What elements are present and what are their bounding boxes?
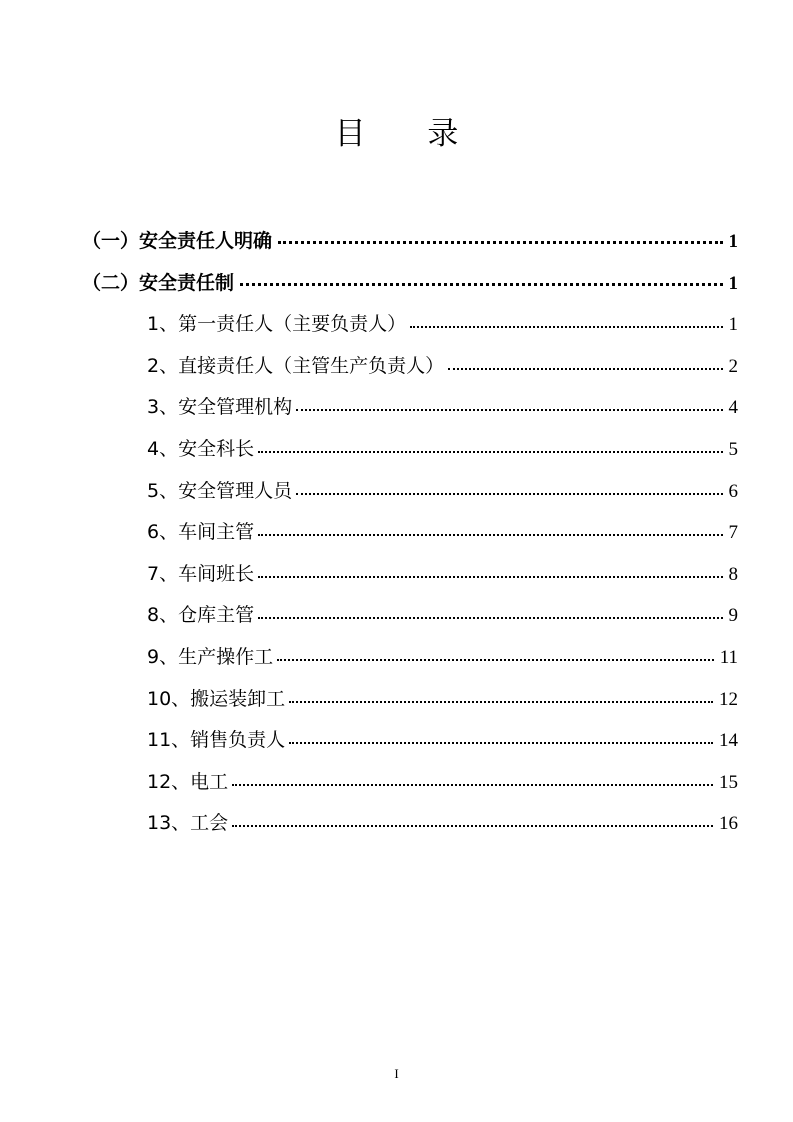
toc-entry-page: 4 [728,397,738,418]
dot-leader [277,658,714,661]
dot-leader [289,700,713,703]
toc-entry-page: 1 [728,314,738,335]
toc-entry-label: （一）安全责任人明确 [82,230,273,252]
dot-leader [232,783,713,786]
toc-entry-page: 6 [728,481,738,502]
toc-entry-11[interactable] [147,642,738,672]
dot-leader [258,616,722,619]
dot-leader [240,282,722,286]
toc-entry-label: 6、车间主管 [147,521,255,543]
toc-entry-8[interactable] [147,517,738,547]
toc-entry-label: （二）安全责任制 [82,272,235,294]
dot-leader [258,450,722,453]
toc-entry-label: 11、销售负责人 [147,729,286,751]
toc-entry-5[interactable] [147,392,738,422]
toc-entry-label: 12、电工 [147,771,229,793]
toc-entry-page: 15 [719,772,738,793]
toc-entry-2[interactable] [82,268,738,298]
toc-entry-page: 1 [728,273,738,294]
toc-entry-page: 16 [719,813,738,834]
dot-leader [448,367,722,370]
toc-entry-page: 2 [728,356,738,377]
toc-entry-page: 5 [728,439,738,460]
dot-leader [289,741,713,744]
dot-leader [278,240,722,244]
toc-entry-label: 13、工会 [147,812,229,834]
dot-leader [296,408,722,411]
toc-entry-13[interactable] [147,725,738,755]
dot-leader [258,533,722,536]
toc-entry-page: 1 [728,231,738,252]
toc-entry-label: 7、车间班长 [147,563,255,585]
toc-entry-label: 4、安全科长 [147,438,255,460]
toc-entry-label: 10、搬运装卸工 [147,688,286,710]
toc-entry-1[interactable] [82,226,738,256]
toc-entry-15[interactable] [147,808,738,838]
toc-entry-4[interactable] [147,351,738,381]
page-title: 目 录 [334,116,485,152]
toc-entry-14[interactable] [147,767,738,797]
toc-entry-6[interactable] [147,434,738,464]
toc-entry-label: 5、安全管理人员 [147,480,293,502]
toc-entry-12[interactable] [147,684,738,714]
toc-entry-label: 9、生产操作工 [147,646,274,668]
dot-leader [296,492,722,495]
toc-entry-3[interactable] [147,309,738,339]
toc-entry-label: 3、安全管理机构 [147,396,293,418]
toc-entry-page: 9 [728,605,738,626]
page-number: I [394,1066,399,1081]
toc-entry-10[interactable] [147,600,738,630]
dot-leader [410,325,722,328]
toc-entry-label: 2、直接责任人（主管生产负责人） [147,355,445,377]
toc-entry-7[interactable] [147,476,738,506]
toc-entry-page: 8 [728,564,738,585]
toc-entry-label: 1、第一责任人（主要负责人） [147,313,407,335]
dot-leader [258,575,722,578]
toc-entry-label: 8、仓库主管 [147,604,255,626]
toc-entry-page: 14 [719,730,738,751]
toc-entry-page: 7 [728,522,738,543]
toc-entry-page: 12 [719,689,738,710]
toc-entry-9[interactable] [147,559,738,589]
dot-leader [232,824,713,827]
toc-entry-page: 11 [719,647,738,668]
